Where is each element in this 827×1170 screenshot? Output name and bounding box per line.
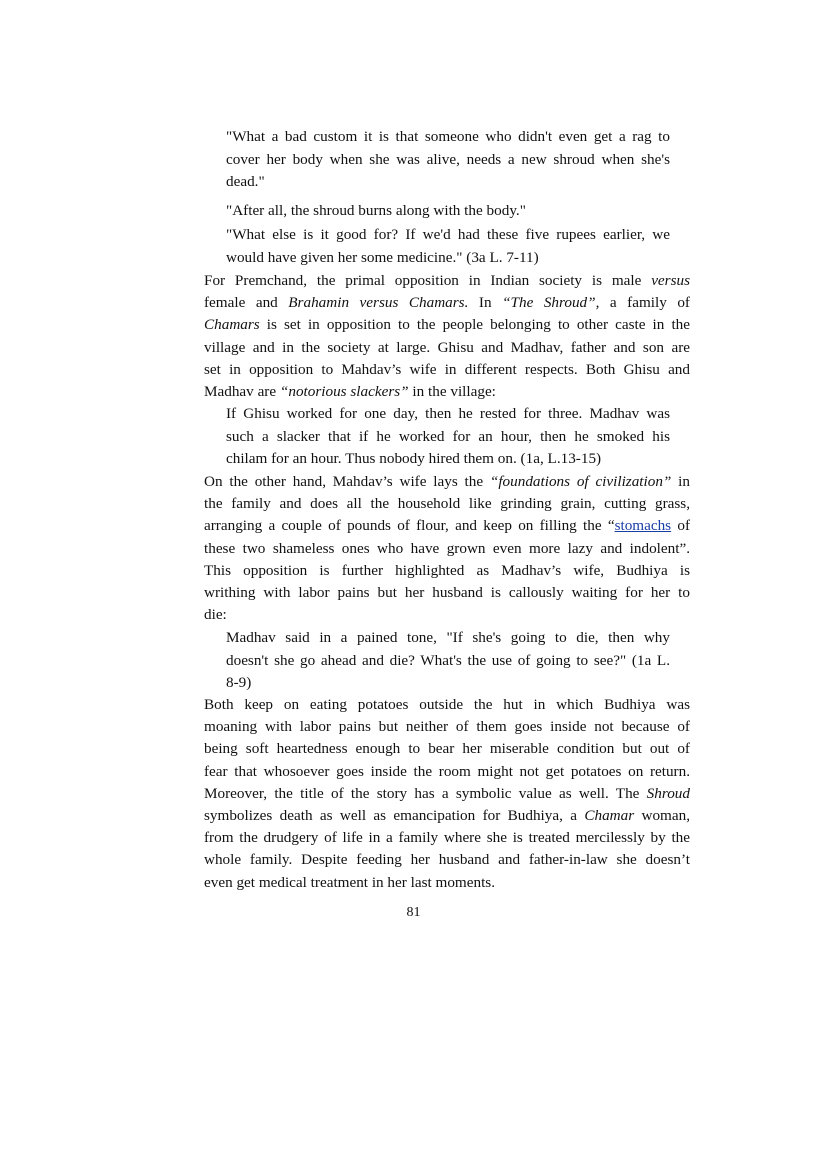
text-line: On the other hand, Mahdav’s wife lays the “foundations of civilization” in — [204, 473, 690, 490]
paragraph-1 — [204, 270, 690, 403]
text-line: set in opposition to Mahdav’s wife in different respects. Both Ghisu and — [204, 360, 690, 378]
quote-block-5 — [226, 627, 670, 695]
text-line: whole family. Despite feeding her husband and father-in-law she doesn’t — [204, 851, 690, 869]
text-line: would have given her some medicine." (3a L. 7-11) — [226, 248, 539, 266]
text-line: moaning with labor pains but neither of them goes inside not because of — [204, 718, 690, 736]
page-number: 81 — [406, 905, 421, 920]
text-line: For Premchand, the primal opposition in Indian society is male versus — [204, 272, 690, 289]
text-line: Chamars is set in opposition to the people belonging to other caste in the — [204, 316, 690, 334]
quote-block-3 — [226, 224, 670, 269]
text-line: die: — [204, 606, 227, 624]
text-line: "What else is it good for? If we'd had these five rupees earlier, we — [226, 226, 670, 243]
text-line: the family and does all the household like grinding grain, cutting grass, — [204, 495, 690, 513]
text-line: This opposition is further highlighted as Madhav’s wife, Budhiya is — [204, 561, 690, 579]
quote-block-1 — [226, 126, 670, 194]
text-line: If Ghisu worked for one day, then he rested for three. Madhav was — [226, 405, 670, 422]
text-line: even get medical treatment in her last moments. — [204, 873, 495, 891]
text-line: such a slacker that if he worked for an hour, then he smoked his — [226, 427, 670, 445]
text-line: doesn't she go ahead and die? What's the use of going to see?" (1a L. — [226, 651, 670, 669]
paragraph-3 — [204, 694, 690, 894]
quote-block-4 — [226, 403, 670, 471]
text-line: fear that whosoever goes inside the room might not get potatoes on return. — [204, 762, 690, 780]
stomachs-link[interactable]: stomachs — [614, 517, 672, 535]
text-line: village and in the society at large. Ghisu and Madhav, father and son are — [204, 338, 690, 356]
text-line: chilam for an hour. Thus nobody hired them on. (1a, L.13-15) — [226, 450, 602, 467]
text-line: being soft heartedness enough to bear her miserable condition but out of — [204, 740, 690, 758]
quote-block-2 — [226, 200, 670, 223]
text-line: "After all, the shroud burns along with the body." — [226, 202, 526, 219]
text-line: dead." — [226, 173, 265, 190]
text-line: Moreover, the title of the story has a symbolic value as well. The Shroud — [204, 784, 690, 802]
text-line: 8-9) — [226, 674, 252, 691]
text-line: Both keep on eating potatoes outside the hut in which Budhiya was — [204, 696, 690, 713]
text-line: symbolizes death as well as emancipation for Budhiya, a Chamar woman, — [204, 806, 690, 824]
text-line: these two shameless ones who have grown even more lazy and indolent”. — [204, 539, 690, 557]
text-line: female and Brahamin versus Chamars. In “The Shroud”, a family of — [204, 294, 690, 312]
text-line: arranging a couple of pounds of flour, and keep on filling the “stomachs of — [204, 517, 690, 535]
text-line: writhing with labor pains but her husband is callously waiting for her to — [204, 583, 690, 601]
paragraph-2 — [204, 471, 690, 626]
text-line: from the drudgery of life in a family where she is treated mercilessly by the — [204, 829, 690, 847]
text-line: "What a bad custom it is that someone who didn't even get a rag to — [226, 128, 670, 145]
text-line: Madhav said in a pained tone, "If she's going to die, then why — [226, 629, 670, 646]
text-line: Madhav are “notorious slackers” in the village: — [204, 382, 496, 400]
text-line: cover her body when she was alive, needs a new shroud when she's — [226, 150, 670, 168]
